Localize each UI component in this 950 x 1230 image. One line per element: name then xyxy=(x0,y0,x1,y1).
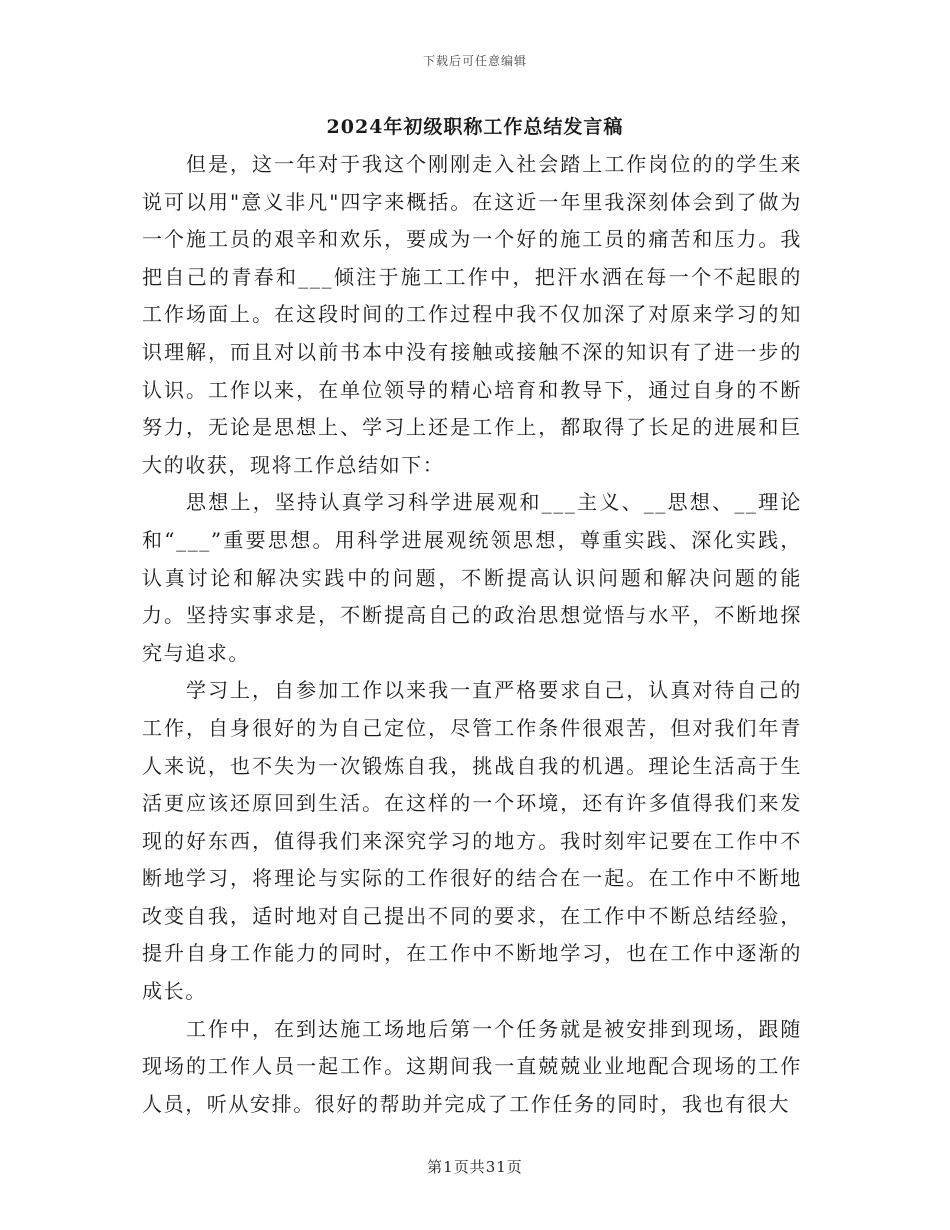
paragraph-study: 学习上，自参加工作以来我一直严格要求自己，认真对待自己的工作，自身很好的为自己定位，尽管工作条件很艰苦，但对我们年青人来说，也不失为一次锻炼自我，挑战自我的机遇。理论生活高于生活更应该还原回到生活。在这样的一个环境，还有许多值得我们来发现的好东西，值得我们来深究学习的地方。我时刻牢记要在工作中不断地学习，将理论与实际的工作很好的结合在一起。在工作中不断地改变自我，适时地对自己提出不同的要求，在工作中不断总结经验，提升自身工作能力的同时，在工作中不断地学习，也在工作中逐渐的成长。 xyxy=(142,678,802,1004)
paragraph-ideology: 思想上，坚持认真学习科学进展观和___主义、__思想、__理论和“___”重要思想。用科学进展观统领思想，尊重实践、深化实践，认真讨论和解决实践中的问题，不断提高认识问题和解决问题的能力。坚持实事求是，不断提高自己的政治思想觉悟与水平，不断地探究与追求。 xyxy=(142,490,802,665)
page-number-footer: 第1页共31页 xyxy=(427,1158,523,1176)
document-body xyxy=(142,146,802,1123)
paragraph-work: 工作中，在到达施工场地后第一个任务就是被安排到现场，跟随现场的工作人员一起工作。这期间我一直兢兢业业地配合现场的工作人员，听从安排。很好的帮助并完成了工作任务的同时，我也有很大 xyxy=(142,1016,802,1116)
paragraph-intro: 但是，这一年对于我这个刚刚走入社会踏上工作岗位的的学生来说可以用"意义非凡"四字来概括。在这近一年里我深刻体会到了做为一个施工员的艰辛和欢乐，要成为一个好的施工员的痛苦和压力。我把自己的青春和___倾注于施工工作中，把汗水洒在每一个不起眼的工作场面上。在这段时间的工作过程中我不仅加深了对原来学习的知识理解，而且对以前书本中没有接触或接触不深的知识有了进一步的认识。工作以来，在单位领导的精心培育和教导下，通过自身的不断努力，无论是思想上、学习上还是工作上，都取得了长足的进展和巨大的收获，现将工作总结如下： xyxy=(142,152,802,477)
document-title: 2024年初级职称工作总结发言稿 xyxy=(326,116,624,138)
page-header-note: 下载后可任意编辑 xyxy=(422,54,527,68)
